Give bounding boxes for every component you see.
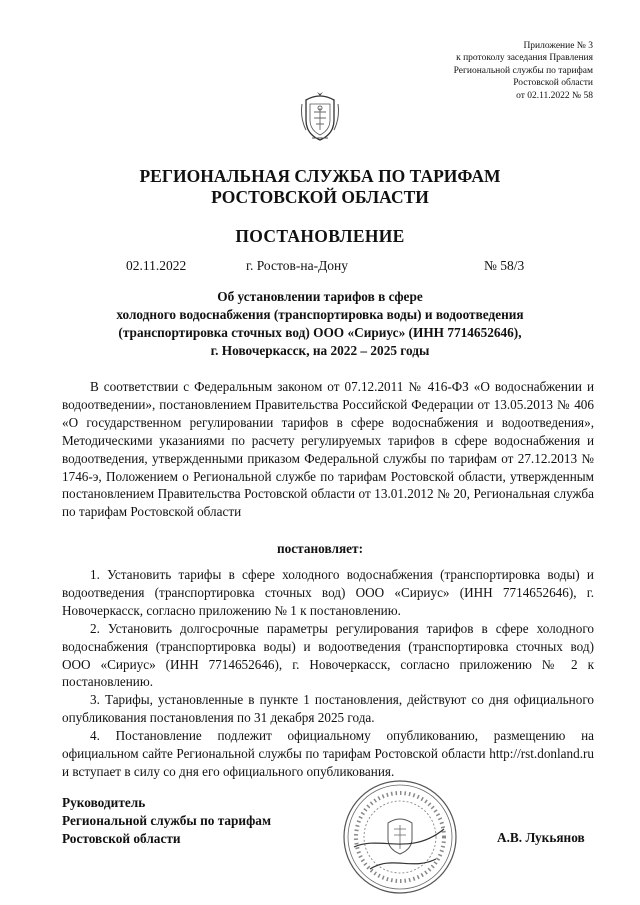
subject-line: холодного водоснабжения (транспортировка воды) и водоотведения bbox=[116, 307, 524, 322]
signatory-name: А.В. Лукьянов bbox=[497, 830, 585, 845]
decree-word: постановляет: bbox=[276, 541, 364, 556]
decree-item: 4. Постановление подлежит официальному опубликованию, размещению на официальном сайте Региональной службы по тарифам Ростовской области http://rst.donland.ru и вступает в силу со дня его официального опубликования. bbox=[62, 728, 594, 779]
annex-line: к протоколу заседания Правления bbox=[456, 53, 593, 64]
document-subject bbox=[0, 288, 640, 360]
document-date: 02.11.2022 bbox=[126, 258, 187, 273]
document-type: ПОСТАНОВЛЕНИЕ bbox=[235, 226, 405, 246]
official-seal-icon bbox=[340, 777, 460, 897]
document-number: № 58/3 bbox=[484, 258, 525, 273]
decree-item: 2. Установить долгосрочные параметры регулирования тарифов в сфере холодного водоснабжения (транспортировка воды) и водоотведения (транспортировка сточных вод) ООО «Сириус» (ИНН 7714652646), г. Новочеркасск, согласно приложению № 2 к постановлению. bbox=[62, 620, 594, 690]
signatory-title-line: Региональной службы по тарифам bbox=[62, 812, 272, 828]
annex-line: от 02.11.2022 № 58 bbox=[516, 90, 593, 101]
decree-items bbox=[62, 566, 594, 781]
signatory-title-line: Ростовской области bbox=[62, 830, 181, 846]
preamble-paragraph: В соответствии с Федеральным законом от 07.12.2011 № 416-ФЗ «О водоснабжении и водоотведении», постановлением Правительства Российской Федерации от 13.05.2013 № 406 «О государственном регулировании тарифов в сфере водоснабжения и водоотведения», Методическими указаниями по расчету регулируемых тарифов в сфере водоснабжения и водоотведения, утвержденными приказом Федеральной службы по тарифам от 27.12.2013 № 1746-э, Положением о Региональной службе по тарифам Ростовской области, утвержденным постановлением Правительства Ростовской области от 13.01.2012 № 20, Региональная служба по тарифам Ростовской области bbox=[62, 379, 594, 520]
subject-line: (транспортировка сточных вод) ООО «Сириус» (ИНН 7714652646), bbox=[118, 325, 522, 340]
document-meta bbox=[0, 258, 640, 276]
annex-note bbox=[353, 40, 593, 102]
annex-line: Региональной службы по тарифам bbox=[453, 65, 593, 76]
subject-line: г. Новочеркасск, на 2022 – 2025 годы bbox=[210, 343, 430, 358]
signatory-title bbox=[62, 794, 271, 847]
annex-line: Приложение № 3 bbox=[523, 41, 593, 51]
organization-line: РОСТОВСКОЙ ОБЛАСТИ bbox=[211, 187, 429, 207]
coat-of-arms-icon bbox=[298, 90, 342, 144]
organization-name bbox=[0, 166, 640, 208]
subject-line: Об установлении тарифов в сфере bbox=[217, 289, 423, 304]
decree-item: 1. Установить тарифы в сфере холодного водоснабжения (транспортировка воды) и водоотведения (транспортировка сточных вод) ООО «Сириус» (ИНН 7714652646), г. Новочеркасск, согласно приложению № 1 к постановлению. bbox=[62, 567, 594, 618]
signatory-title-line: Руководитель bbox=[62, 795, 146, 810]
annex-line: Ростовской области bbox=[513, 78, 593, 89]
document-city: г. Ростов-на-Дону bbox=[246, 258, 349, 273]
organization-line: РЕГИОНАЛЬНАЯ СЛУЖБА ПО ТАРИФАМ bbox=[139, 166, 501, 186]
decree-item: 3. Тарифы, установленные в пункте 1 постановления, действуют со дня официального опубликования постановления по 31 декабря 2025 года. bbox=[62, 692, 594, 726]
